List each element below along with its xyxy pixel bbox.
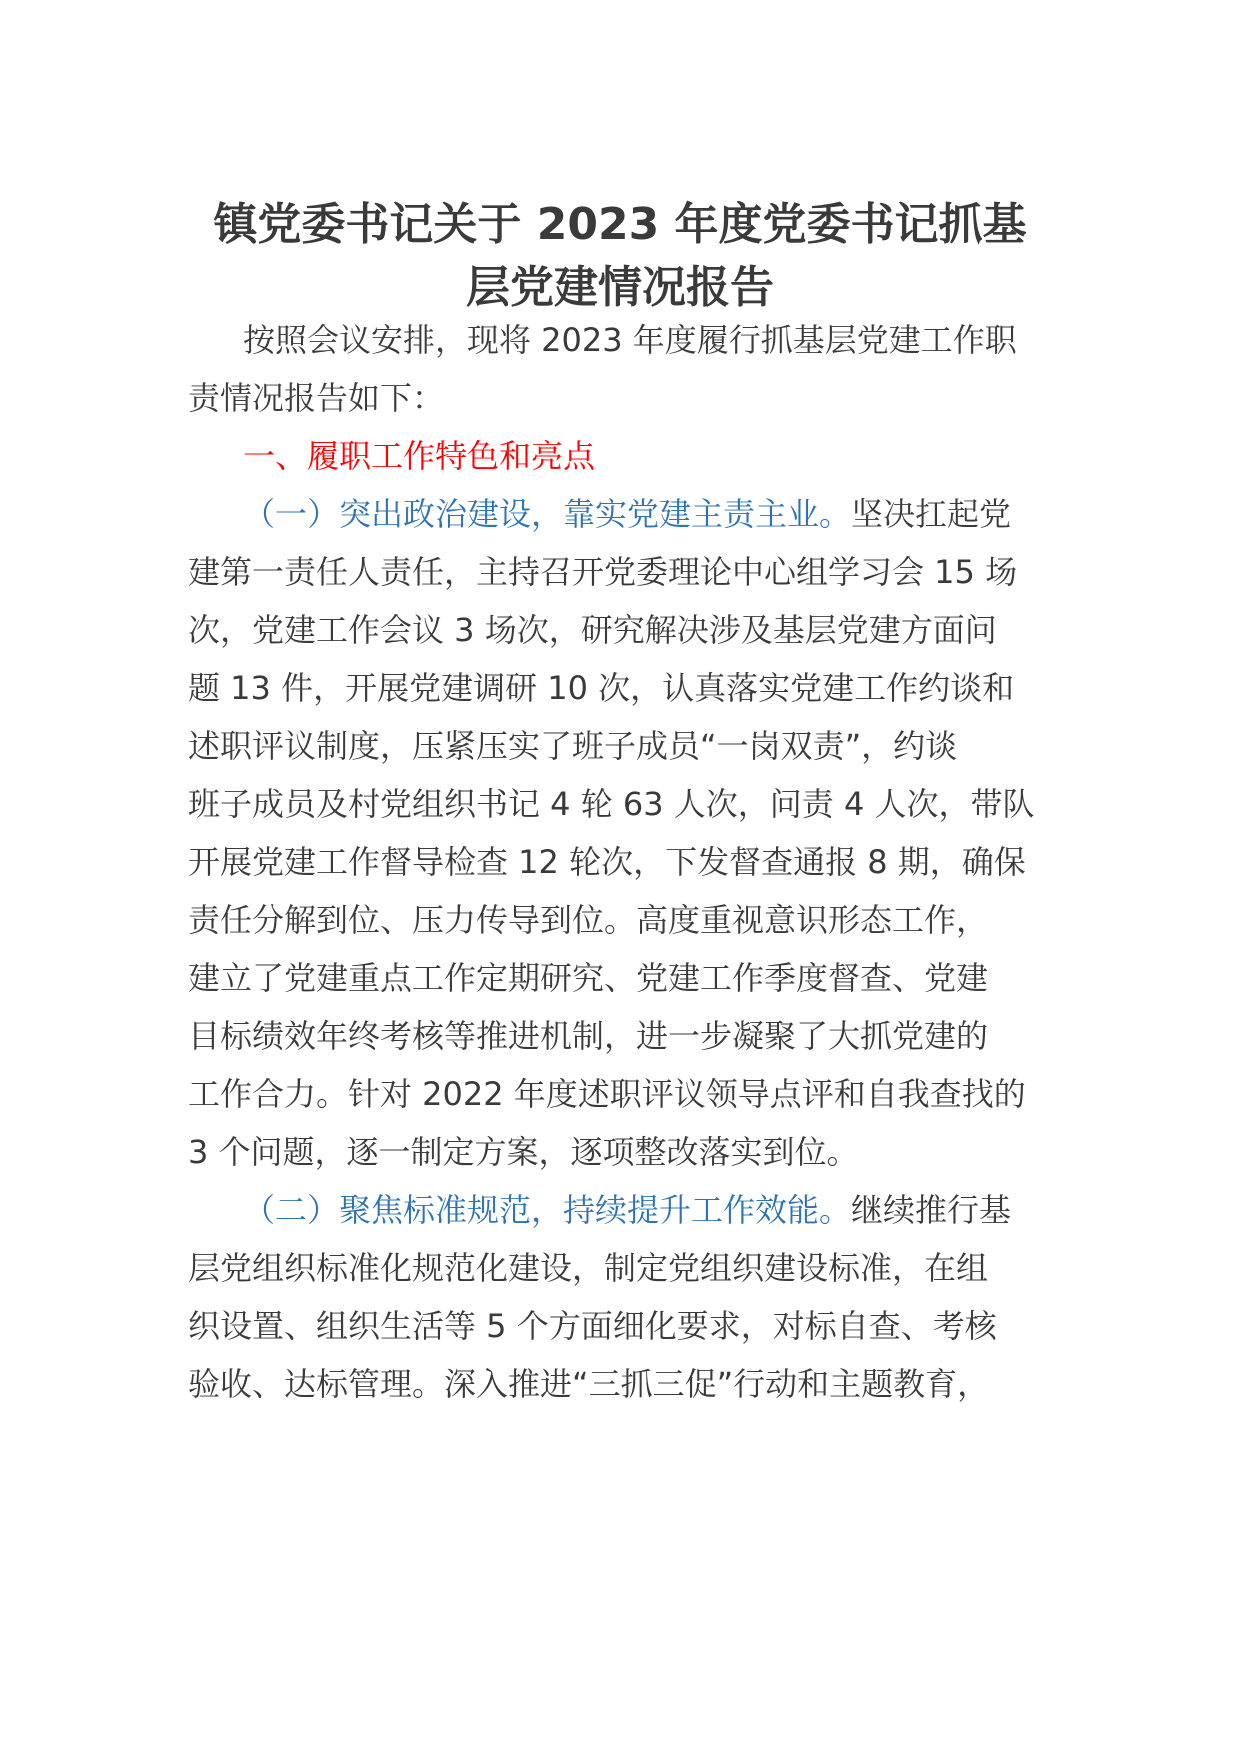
subsection-2-line-2: 层党组织标准化规范化建设，制定党组织建设标准，在组 <box>188 1249 989 1287</box>
document-title-line-2: 层党建情况报告 <box>466 262 774 313</box>
subsection-1-line-5: 述职评议制度，压紧压实了班子成员“一岗双责”，约谈 <box>188 727 958 765</box>
subsection-1-line-3: 次，党建工作会议 3 场次，研究解决涉及基层党建方面问 <box>188 611 997 649</box>
subsection-1-line-7: 开展党建工作督导检查 12 轮次，下发督查通报 8 期，确保 <box>188 843 1026 881</box>
subsection-1-line-8: 责任分解到位、压力传导到位。高度重视意识形态工作， <box>188 901 989 939</box>
subsection-1-line-10: 目标绩效年终考核等推进机制，进一步凝聚了大抓党建的 <box>188 1017 989 1055</box>
subsection-1-text-start: 坚决扛起党 <box>851 495 1012 533</box>
document-title-line-1: 镇党委书记关于 2023 年度党委书记抓基 <box>213 199 1027 250</box>
subsection-1-line-1 <box>243 492 1011 536</box>
subsection-2-text-start: 继续推行基 <box>851 1191 1012 1229</box>
subsection-1-line-2: 建第一责任人责任，主持召开党委理论中心组学习会 15 场 <box>188 553 1018 591</box>
subsection-1-line-12: 3 个问题，逐一制定方案，逐项整改落实到位。 <box>188 1133 859 1171</box>
subsection-2-line-1 <box>243 1188 1011 1232</box>
subsection-2-line-4: 验收、达标管理。深入推进“三抓三促”行动和主题教育， <box>188 1365 990 1403</box>
intro-paragraph-line-1: 按照会议安排，现将 2023 年度履行抓基层党建工作职 <box>243 321 1017 359</box>
intro-paragraph-line-2: 责情况报告如下： <box>188 379 445 417</box>
section-heading-1: 一、履职工作特色和亮点 <box>243 437 596 475</box>
subsection-2-line-3: 织设置、组织生活等 5 个方面细化要求，对标自查、考核 <box>188 1307 997 1345</box>
subsection-heading-1: （一）突出政治建设，靠实党建主责主业。 <box>243 495 852 533</box>
subsection-1-line-4: 题 13 件，开展党建调研 10 次，认真落实党建工作约谈和 <box>188 669 1015 707</box>
subsection-1-line-6: 班子成员及村党组织书记 4 轮 63 人次，问责 4 人次，带队 <box>188 785 1035 823</box>
subsection-heading-2: （二）聚焦标准规范，持续提升工作效能。 <box>243 1191 852 1229</box>
subsection-1-line-11: 工作合力。针对 2022 年度述职评议领导点评和自我查找的 <box>188 1075 1026 1113</box>
subsection-1-line-9: 建立了党建重点工作定期研究、党建工作季度督查、党建 <box>188 959 989 997</box>
